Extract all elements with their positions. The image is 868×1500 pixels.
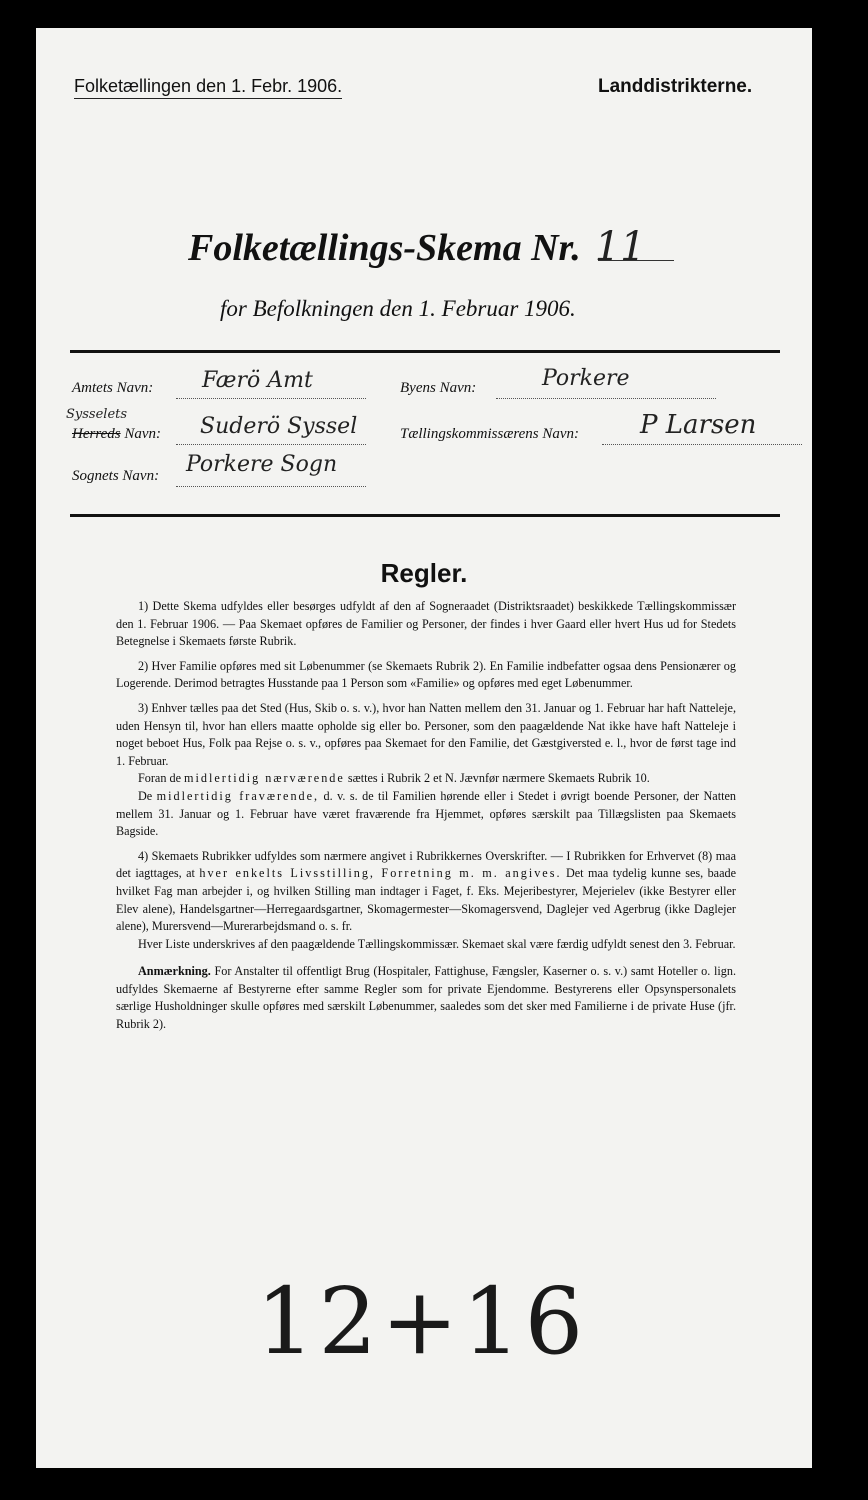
amt-value: Færö Amt (202, 368, 313, 393)
rules-body (116, 598, 736, 1041)
sogn-label: Sognets Navn: (72, 468, 160, 484)
rules-heading: Regler. (380, 558, 468, 588)
form-number-underline (598, 260, 674, 261)
rule-4-spaced: hver enkelts Livsstilling, Forretning m. m. angives. (199, 866, 562, 881)
rule-4 (116, 848, 736, 936)
kommissaer-value: P Larsen (640, 410, 757, 440)
rule-3-absent-spaced: midlertidig fraværende, (156, 788, 320, 803)
sogn-value: Porkere Sogn (186, 452, 338, 477)
census-form-page (36, 28, 812, 1468)
note-text: For Anstalter til offentligt Brug (Hospitaler, Fattighuse, Fængsler, Kaserner o. s. v.) samt Hoteller o. lign. udfyldes Skemaerne af Bestyrerne efter samme Regler som for private Ejendomme. Bestyrerens eller Opsynspersonalets særlige Husholdninger skulle opføres med særskilt Løbenummer, saaledes som det sker med Familierne i de private Huse (jfr. Rubrik 2). (116, 964, 736, 1032)
rule-2: 2) Hver Familie opføres med sit Løbenummer (se Skemaets Rubrik 2). En Familie indbefatter ogsaa dens Pensionærer og Logerende. Derimod betragtes Husstande paa 1 Person som «Familie» og opføres med eget Løbenummer. (116, 658, 736, 691)
rule-5: Hver Liste underskrives af den paagældende Tællingskommissær. Skemaet skal være færdig udfyldt senest den 3. Februar. (138, 936, 736, 951)
rule-3-present (116, 770, 736, 788)
amt-line (176, 398, 366, 399)
rule-3-absent-pre: De (138, 788, 153, 803)
form-title (188, 224, 646, 270)
rule-3-absent-post: d. v. s. de til Familien hørende eller i Stedet i øvrigt boende Personer, der Natten mellem 31. Januar og 1. Februar have været fraværende fra Hjemmet, opføres særskilt paa Tillægslisten paa Skemaets Bagside. (116, 788, 736, 839)
herreds-correction: Sysselets (66, 407, 128, 422)
rule-3-present-post: sættes i Rubrik 2 et N. Jævnfør nærmere Skemaets Rubrik 10. (347, 771, 650, 786)
amt-label: Amtets Navn: (72, 380, 154, 396)
bottom-divider (70, 514, 780, 517)
top-divider (70, 350, 780, 353)
census-title: Folketællingen den 1. Febr. 1906. (74, 76, 342, 99)
form-number-handwritten: 11 (594, 224, 646, 270)
sogn-line (176, 486, 366, 487)
rule-1: 1) Dette Skema udfyldes eller besørges udfyldt af den af Sogneraadet (Distriktsraadet) beskikkede Tællingskommissær den 1. Februar 1906. — Paa Skemaet opføres de Familier og Personer, der findes i hver Gaard eller hvert Hus ud for Stedets Betegnelse i Skemaets første Rubrik. (116, 599, 736, 649)
kommissaer-label: Tællingskommissærens Navn: (400, 426, 580, 442)
byens-value: Porkere (542, 366, 630, 391)
form-title-text: Folketællings-Skema Nr. (188, 227, 581, 269)
rule-3: 3) Enhver tælles paa det Sted (Hus, Skib o. s. v.), hvor han Natten mellem den 31. Januar og 1. Februar har haft Natteleje, uden Hensyn til, hvor han ellers maatte opholde sig eller bo. Personer, som den paagældende Nat ikke have haft Natteleje i noget beboet Hus, Folk paa Rejse o. s. v., opføres paa Skemaet for den Familie, det Gæstgiversted e. l., hvor de først tage ind 1. Februar. (116, 700, 736, 768)
herreds-label-suffix: Navn: (124, 426, 162, 442)
rule-4-pre: 4) Skemaets Rubrikker udfyldes som nærmere angivet i Rubrikkernes Overskrifter. — I Rubrikken for Erhvervet (8) maa det iagttages, at (116, 848, 736, 881)
herreds-value: Suderö Syssel (200, 414, 358, 439)
rule-3-present-spaced: midlertidig nærværende (184, 771, 345, 786)
note-label: Anmærkning. (138, 964, 211, 979)
herreds-struck: Herreds (72, 426, 121, 442)
note (116, 963, 736, 1033)
rule-3-present-pre: Foran de (138, 771, 181, 786)
rule-4-post: Det maa tydelig kunne ses, baade hvilket Fag man arbejder i, og hvilken Stilling man indtager i Faget, f. Eks. Mejeribestyrer, Mejerielev (ikke Bestyrer eller Elev alene), Handelsgartner—Herregaardsgartner, Skomagermester—Skomagersvend, Daglejer ved Agerbrug (ikke Daglejer alene), Murersvend—Murerarbejdsmand o. s. fr. (116, 866, 736, 934)
herreds-label (72, 426, 161, 443)
byens-line (496, 398, 716, 399)
byens-label: Byens Navn: (400, 380, 477, 396)
kommissaer-line (602, 444, 802, 445)
district-type: Landdistrikterne. (598, 76, 753, 97)
herreds-line (176, 444, 366, 445)
form-subtitle: for Befolkningen den 1. Februar 1906. (220, 296, 576, 321)
rule-3-absent (116, 788, 736, 841)
bottom-handwritten-count: 12+16 (256, 1268, 588, 1375)
